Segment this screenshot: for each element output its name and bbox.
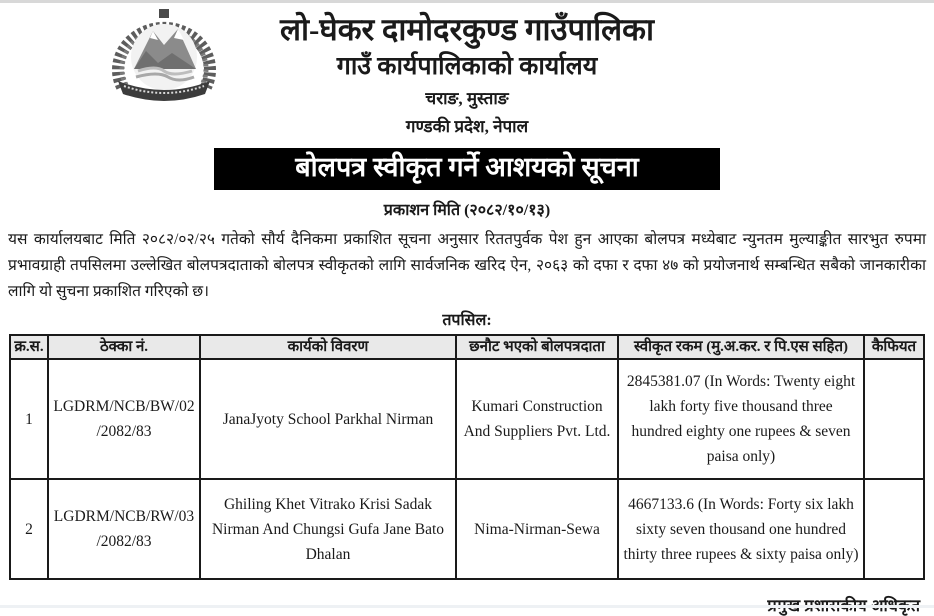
cell-work-description: Ghiling Khet Vitrako Krisi Sadak Nirman And Chungsi Gufa Jane Bato Dhalan — [200, 479, 456, 579]
header-selected-bidder: छनौट भएको बोलपत्रदाता — [456, 335, 618, 359]
cell-sn: 2 — [10, 479, 48, 579]
notice-body-paragraph: यस कार्यालयबाट मिति २०८२/०२/२५ गतेको सौर्य दैनिकमा प्रकाशित सूचना अनुसार रिततपुर्वक पेश हुन आएका बोलपत्र मध्येबाट न्युनतम मुल्याङ्कीत सारभुत रुपमा प्रभावग्राही तपसिलमा उल्लेखित बोलपत्रदाताको बोलपत्र स्वीकृतको लागि सार्वजनिक खरिद ऐन, २०६३ को दफा र दफा ४७ को प्रयोजनार्थ सम्बन्धित सबैको जानकारीका लागि यो सुचना प्रकाशित गरिएको छ। — [8, 231, 926, 300]
cell-selected-bidder: Kumari Construction And Suppliers Pvt. Ltd. — [456, 359, 618, 479]
header-approved-amount: स्वीकृत रकम (मु.अ.कर. र पि.एस सहित) — [618, 335, 864, 359]
document-header — [0, 3, 934, 139]
cell-sn: 1 — [10, 359, 48, 479]
notice-banner-title: बोलपत्र स्वीकृत गर्ने आशयको सूचना — [214, 148, 720, 190]
header-remarks: कैफियत — [864, 335, 924, 359]
header-sn: क्र.स. — [10, 335, 48, 359]
header-work-description: कार्यको विवरण — [200, 335, 456, 359]
cell-work-description: JanaJyoty School Parkhal Nirman — [200, 359, 456, 479]
table-header-row — [10, 335, 924, 359]
municipality-title: लो-घेकर दामोदरकुण्ड गाउँपालिका — [280, 12, 654, 47]
table-row — [10, 359, 924, 479]
cell-contract-no: LGDRM/NCB/BW/02/2082/83 — [48, 359, 200, 479]
tender-table — [9, 334, 925, 580]
office-title: गाउँ कार्यपालिकाको कार्यालय — [336, 53, 598, 80]
address-province: गण्डकी प्रदेश, नेपाल — [405, 117, 529, 136]
cell-contract-no: LGDRM/NCB/RW/03/2082/83 — [48, 479, 200, 579]
tapasil-label: तपसिल: — [442, 312, 492, 329]
header-contract-no: ठेक्का नं. — [48, 335, 200, 359]
table-row — [10, 479, 924, 579]
cell-remarks — [864, 479, 924, 579]
cell-approved-amount: 2845381.07 (In Words: Twenty eight lakh forty five thousand three hundred eighty one rupees & seven paisa only) — [618, 359, 864, 479]
nepal-government-emblem-icon — [98, 7, 230, 113]
cell-selected-bidder: Nima-Nirman-Sewa — [456, 479, 618, 579]
address-district: चराङ, मुस्ताङ — [425, 89, 509, 108]
cell-remarks — [864, 359, 924, 479]
cell-approved-amount: 4667133.6 (In Words: Forty six lakh sixty seven thousand one hundred thirty three rupees & sixty paisa only) — [618, 479, 864, 579]
publication-date: प्रकाशन मिति (२०८२/१०/१३) — [383, 202, 551, 219]
